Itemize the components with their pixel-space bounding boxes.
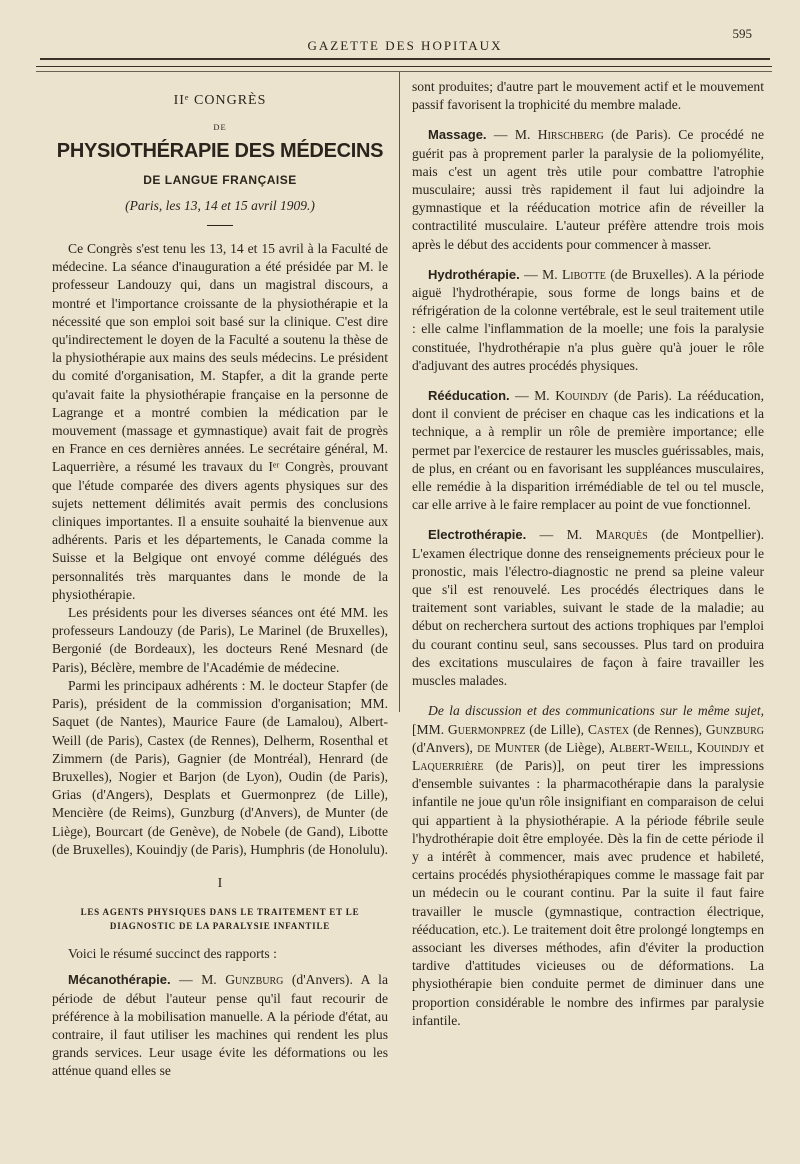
- massage-heading: Massage.: [428, 127, 487, 143]
- header-rule-double: [36, 66, 772, 67]
- electrotherapie-paragraph: Electrothérapie. — M. Marquès (de Montpellier). L'examen électrique donne des renseignements précieux pour le pronostic, mais l'électro-diagnostic ne prend sa pleine valeur que s'il est renouvelé. Les procédés électriques dans le traitement sont variables, suivant le stade de la maladie; au début on recherchera surtout des actions trophiques par l'emploi du courant continu seul, sans secousses. Plus tard on produira des excitations musculaires de façon à faire travailler les muscles malades.: [412, 527, 764, 689]
- intro-paragraph: Ce Congrès s'est tenu les 13, 14 et 15 avril à la Faculté de médecine. La séance d'inauguration a été présidée par M. le professeur Landouzy qui, dans un magistral discours, a montré et l'importance croissante de la physiothérapie et la nécessité que son emploi soit basé sur la clinique. C'est dire qu'indirectement le doyen de la Faculté a soutenu la thèse de la physiothérapie aux mains des seuls médecins. Le président du comité d'organisation, M. Stapfer, a dit la grande perte qu'avait faite la physiothérapie française en la personne de Lagrange et a montré combien la médication par le mouvement (massage et gymnastique) avait fait de progrès en France en ces dernières années. Le secrétaire général, M. Laquerrière, a résumé les travaux du Iᵉʳ Congrès, prouvant que l'étude comparée des divers agents physiques sur des sujets nettement délimités avait permis des conclusions cliniques importantes. Il a ensuite souhaité la bienvenue aux adhérents. Paris et les départements, le Canada comme la Suisse et la Belgique ont envoyé comme délégués des personnalités très marquantes dans le monde de la physiothérapie.: [52, 241, 388, 602]
- adherents-paragraph: Parmi les principaux adhérents : M. le docteur Stapfer (de Paris), président de la commission d'organisation; MM. Saquet (de Nantes), Maurice Faure (de Lamalou), Albert-Weill (de Paris), Castex (de Rennes), Delherm, Rosenthal et Zimmern (de Paris), Gagnier (de Montréal), Henrard (de Bruxelles), Nogier et Barjon (de Lyon), Oudin (de Paris), Grias (d'Angers), Desplats et Guermonprez (de Lille), Mencière (de Reims), Gunzburg (d'Anvers), de Munter (de Liège), Bourcart (de Genève), de Nobele (de Gand), Libotte (de Bruxelles), Kouindjy (de Paris), Humphris (de Honolulu).: [52, 677, 389, 857]
- author-name: Gunzburg: [225, 972, 284, 988]
- author-name: Libotte: [561, 266, 606, 282]
- author-name: Kouindjy: [555, 388, 609, 404]
- electrotherapie-heading: Electrothérapie.: [428, 527, 527, 543]
- header-rule: [40, 58, 770, 60]
- author-name: Marquès: [595, 527, 648, 543]
- left-column: [52, 78, 388, 1081]
- journal-title: GAZETTE DES HOPITAUX: [307, 38, 503, 53]
- page-number: 595: [732, 26, 752, 41]
- right-column: [412, 78, 764, 1030]
- section-title: LES AGENTS PHYSIQUES DANS LE TRAITEMENT ET LE DIAGNOSTIC DE LA PARALYSIE INFANTILE: [80, 907, 360, 932]
- title-rule: [207, 225, 233, 226]
- presidents-paragraph: Les présidents pour les diverses séances ont été MM. les professeurs Landouzy (de Paris), Le Marinel (de Bruxelles), Bergonié (de Bordeaux), les docteurs René Mesnard (de Paris), Béclère, membre de l'Académie de médecine.: [52, 605, 388, 675]
- mecanotherapie-paragraph: Mécanothérapie. — M. Gunzburg (d'Anvers). A la période de début l'auteur pense qu'il faut recourir de préférence à la mobilisation manuelle. A la période d'état, au contraire, il faut utiliser les machines qui rendent les plus grands services. Leur usage évite les déformations ou les atténue quand elles se: [52, 972, 388, 1079]
- article-title: PHYSIOTHÉRAPIE DES MÉDECINS: [56, 140, 384, 163]
- author-name: Hirschberg: [537, 127, 604, 143]
- discussion-lead: De la discussion et des communications sur le même sujet,: [428, 703, 764, 719]
- section-number: I: [217, 875, 223, 891]
- article-subtitle: DE LANGUE FRANÇAISE: [143, 172, 297, 187]
- summary-intro: Voici le résumé succinct des rapports :: [68, 946, 277, 962]
- article-dates: (Paris, les 13, 14 et 15 avril 1909.): [125, 197, 315, 213]
- reeducation-paragraph: Rééducation. — M. Kouindjy (de Paris). La rééducation, dont il convient de préciser en chaque cas les indications et la technique, a à remplir un rôle de première importance; elle permet par l'exercice de restaurer les muscles guérissables, mais, de plus, en créant ou en favorisant les suppléances musculaires, elle remédie à la disparition irrémédiable de tel ou tel muscle, car elle arrive à le faire remplacer au point de vue fonctionnel.: [412, 388, 764, 513]
- running-head: [40, 26, 770, 58]
- header-rule-thin: [36, 71, 772, 72]
- hydrotherapie-heading: Hydrothérapie.: [428, 266, 520, 282]
- column-divider: [399, 72, 400, 712]
- title-de: DE: [213, 122, 227, 133]
- congress-number: IIᵉ CONGRÈS: [173, 93, 267, 108]
- hydrotherapie-paragraph: Hydrothérapie. — M. Libotte (de Bruxelles). A la période aiguë l'hydrothérapie, sous forme de longs bains et de réfrigération de la colonne vertébrale, est le seul traitement utile : elle calme l'inflammation de la moelle; une fois la paralysie constituée, l'hydrothérapie n'a plus guère qu'à jouer le rôle d'adjuvant des autres procédés physiques.: [412, 266, 764, 373]
- mecanotherapie-heading: Mécanothérapie.: [68, 972, 171, 988]
- massage-paragraph: Massage. — M. Hirschberg (de Paris). Ce procédé ne guérit pas à proprement parler la paralysie de la poliomyélite, mais c'est un agent très utile pour combattre l'atrophie musculaire; aussi très rapidement il faut lui adjoindre la gymnastique et la rééducation motrice afin de réveiller la contractilité musculaire. L'auteur préfère attendre trois mois après le début des accidents pour commencer à masser.: [412, 127, 764, 252]
- reeducation-heading: Rééducation.: [428, 388, 510, 404]
- continuation-paragraph: sont produites; d'autre part le mouvement actif et le mouvement passif favorisent la trophicité du membre malade.: [412, 79, 764, 113]
- discussion-paragraph: De la discussion et des communications sur le même sujet, [MM. Guermonprez (de Lille), Castex (de Rennes), Gunzburg (d'Anvers), de Munter (de Liège), Albert-Weill, Kouindjy et Laquerrière (de Paris)], on peut tirer les impressions d'ensemble suivantes : la pharmacothérapie dans la paralysie infantile ne joue qu'un rôle insignifiant en comparaison de celui qui appartient à la physiothérapie. A la période fébrile seule l'hydrothérapie doit être employée. Dès la fin de cette période il y a intérêt à commencer, mais avec prudence et habileté, certains procédés physiothérapiques comme le massage fait par un médecin ou le courant continu. Par la suite il faut faire travailler le muscle (gymnastique, contraction électrique, rééducation, etc.). Le traitement doit être prolongé longtemps en associant les diverses méthodes, afin d'éviter la production tardive d'attitudes vicieuses ou de déformations. La physiothérapie bien conduite permet de diminuer dans une proportion considérable le nombre des infirmes par paralysie infantile.: [412, 703, 765, 1028]
